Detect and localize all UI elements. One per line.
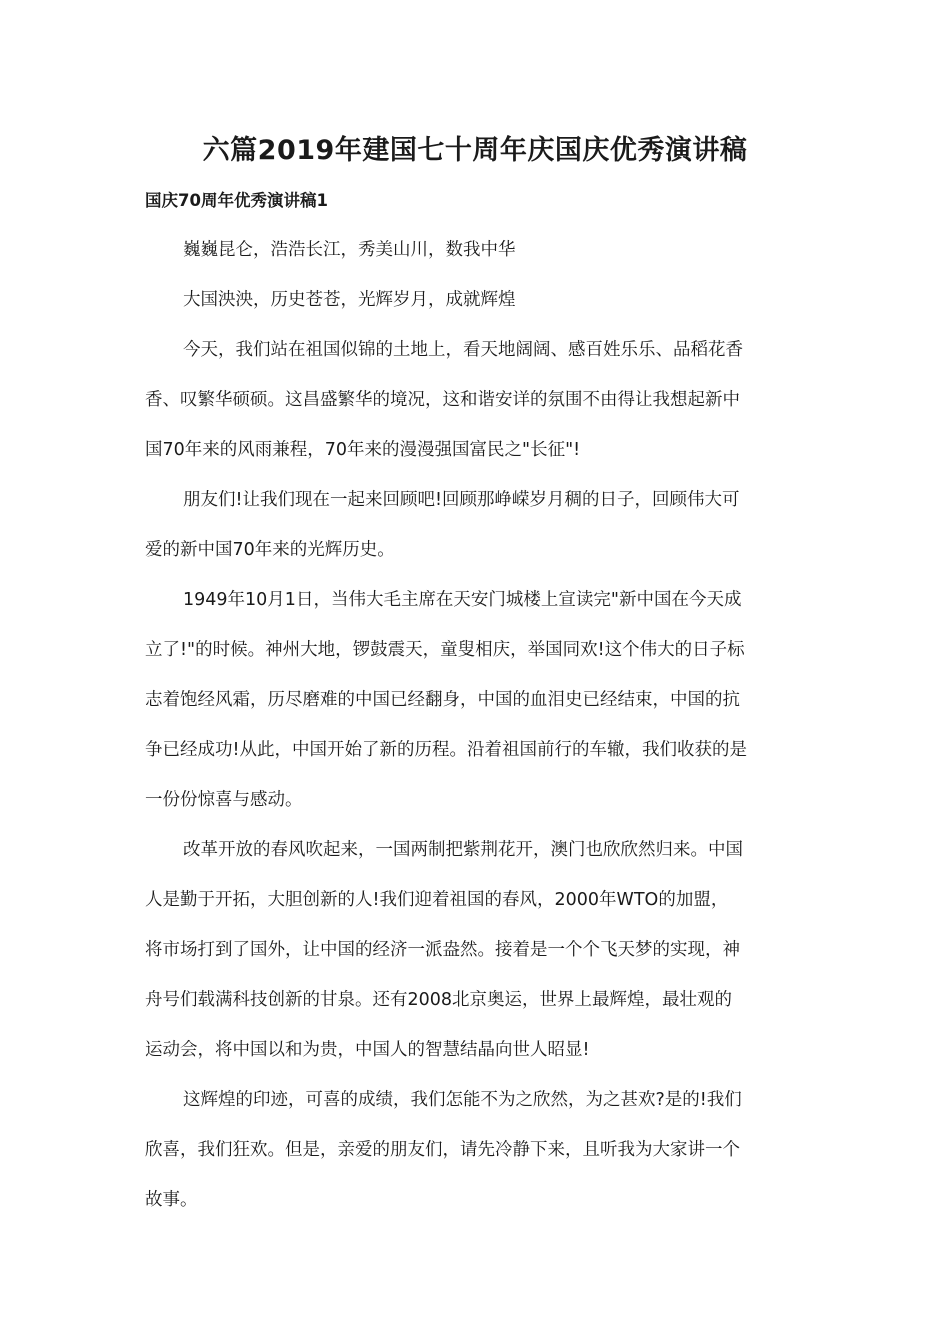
paragraph-line: 争已经成功!从此，中国开始了新的历程。沿着祖国前行的车辙，我们收获的是 [145,740,748,760]
paragraph-line: 一份份惊喜与感动。 [145,790,303,810]
document-body [145,233,810,1233]
paragraph-line: 爱的新中国70年来的光辉历史。 [145,540,395,560]
paragraph-line: 欣喜，我们狂欢。但是，亲爱的朋友们，请先冷静下来，且听我为大家讲一个 [145,1140,740,1160]
paragraph-line: 运动会，将中国以和为贵，中国人的智慧结晶向世人昭显! [145,1040,590,1060]
paragraph-line: 朋友们!让我们现在一起来回顾吧!回顾那峥嵘岁月稠的日子，回顾伟大可 [183,490,740,510]
document-title: 六篇2019年建国七十周年庆国庆优秀演讲稿 [202,135,748,166]
paragraph-line: 国70年来的风雨兼程，70年来的漫漫强国富民之"长征"! [145,440,581,460]
paragraph-line: 人是勤于开拓，大胆创新的人!我们迎着祖国的春风，2000年WTO的加盟， [145,890,729,910]
section-heading: 国庆70周年优秀演讲稿1 [145,191,328,210]
paragraph-line: 舟号们载满科技创新的甘泉。还有2008北京奥运，世界上最辉煌，最壮观的 [145,990,733,1010]
paragraph-line: 大国泱泱，历史苍苍，光辉岁月，成就辉煌 [183,290,516,310]
paragraph-line: 巍巍昆仑，浩浩长江，秀美山川，数我中华 [183,240,516,260]
paragraph-line: 故事。 [145,1190,198,1210]
paragraph-line: 改革开放的春风吹起来，一国两制把紫荆花开，澳门也欣欣然归来。中国 [183,840,743,860]
paragraph-line: 立了!"的时候。神州大地，锣鼓震天，童叟相庆，举国同欢!这个伟大的日子标 [145,640,745,660]
paragraph-line: 1949年10月1日，当伟大毛主席在天安门城楼上宣读完"新中国在今天成 [183,590,742,610]
paragraph-line: 这辉煌的印迹，可喜的成绩，我们怎能不为之欣然，为之甚欢?是的!我们 [183,1090,742,1110]
paragraph-line: 志着饱经风霜，历尽磨难的中国已经翻身，中国的血泪史已经结束，中国的抗 [145,690,740,710]
paragraph-line: 今天，我们站在祖国似锦的土地上，看天地阔阔、感百姓乐乐、品稻花香 [183,340,743,360]
paragraph-line: 香、叹繁华硕硕。这昌盛繁华的境况，这和谐安详的氛围不由得让我想起新中 [145,390,740,410]
paragraph-line: 将市场打到了国外，让中国的经济一派盎然。接着是一个个飞天梦的实现，神 [145,940,740,960]
